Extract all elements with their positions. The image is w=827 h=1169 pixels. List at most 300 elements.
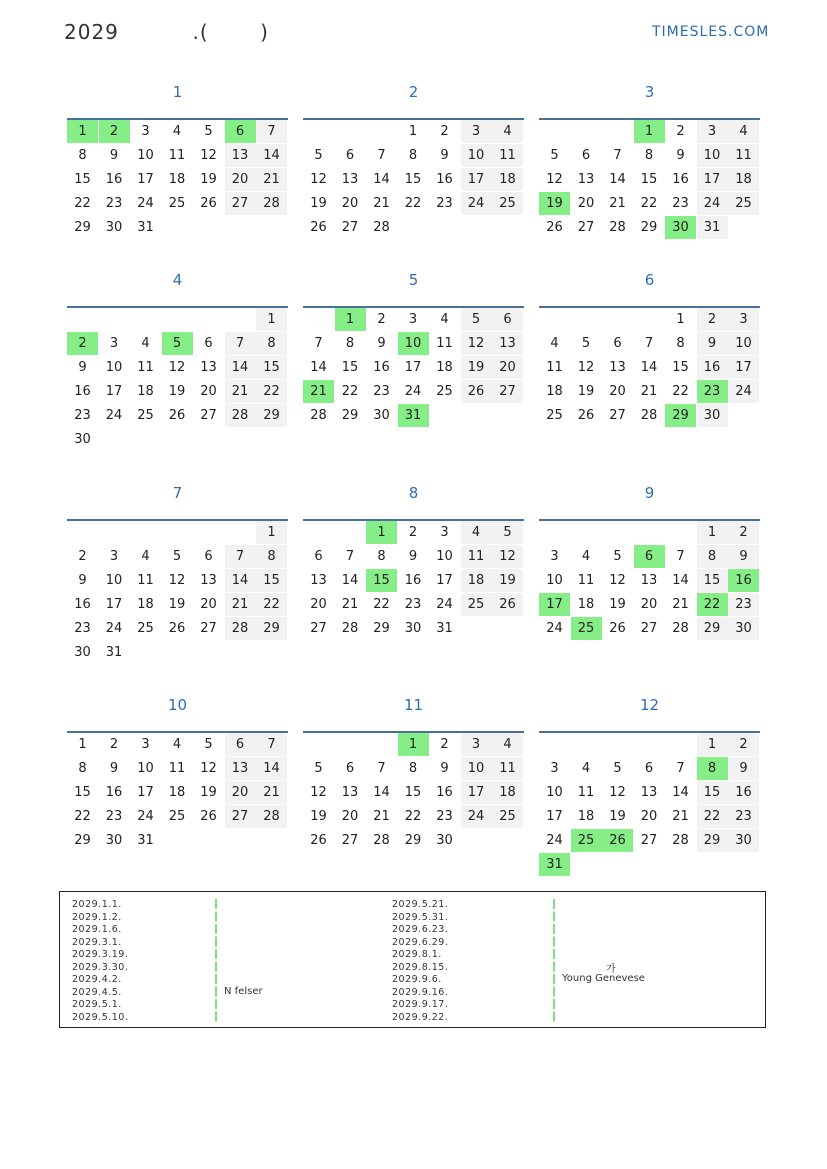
day-cell: 25 [137, 408, 154, 423]
day-cell: 16 [728, 569, 759, 592]
day-cell: 13 [609, 360, 626, 375]
legend-date: 2029.5.1. [72, 999, 122, 1010]
legend-date: 2029.8.1. [392, 949, 442, 960]
day-cell: 16 [436, 172, 453, 187]
day-cell: 6 [345, 148, 355, 163]
day-cell: 27 [640, 833, 658, 848]
day-cell: 4 [581, 549, 591, 564]
day-cell: 13 [640, 785, 658, 800]
day-cell: 17 [436, 573, 453, 588]
day-cell: 23 [373, 384, 390, 399]
day-cell: 31 [137, 220, 154, 235]
day-cell: 24 [137, 809, 154, 824]
day-cell: 30 [728, 617, 759, 640]
day-cell: 6 [345, 761, 355, 776]
day-cell: 11 [461, 545, 492, 568]
day-cell: 8 [256, 545, 287, 568]
day-cell: 8 [697, 757, 728, 780]
day-cell: 3 [141, 737, 150, 752]
day-cell: 24 [436, 597, 453, 612]
day-cell: 17 [137, 172, 154, 187]
day-cell: 13 [225, 144, 256, 167]
day-cell: 14 [373, 172, 390, 187]
legend-date: 2029.3.1. [72, 936, 122, 948]
day-cell: 31 [137, 833, 154, 848]
day-cell: 12 [577, 360, 595, 375]
day-cell: 3 [440, 525, 449, 540]
day-cell: 15 [74, 172, 91, 187]
day-cell: 10 [697, 144, 728, 167]
day-cell: 20 [341, 196, 359, 211]
day-cell: 29 [640, 220, 658, 235]
day-cell: 6 [634, 545, 665, 568]
day-cell: 24 [461, 192, 492, 215]
day-cell: 3 [408, 312, 418, 327]
day-cell: 11 [546, 360, 563, 375]
day-cell: 27 [341, 220, 359, 235]
day-cell: 2 [728, 521, 759, 544]
legend-left-bar [215, 899, 217, 1023]
day-cell: 11 [137, 573, 154, 588]
day-cell: 18 [461, 569, 492, 592]
day-cell: 11 [168, 761, 186, 776]
day-cell: 2 [67, 332, 98, 355]
day-cell: 30 [373, 408, 390, 423]
day-cell: 15 [256, 356, 287, 379]
day-cell: 21 [256, 168, 287, 191]
day-cell: 13 [640, 573, 658, 588]
day-cell: 19 [577, 384, 595, 399]
day-cell: 31 [105, 645, 123, 660]
day-cell: 13 [341, 785, 359, 800]
day-cell: 26 [609, 621, 626, 636]
day-cell: 12 [609, 785, 626, 800]
month-name: 5 [408, 271, 419, 289]
legend-date: 2029.9.17. [392, 999, 449, 1010]
day-cell: 23 [728, 805, 759, 828]
day-cell: 20 [310, 597, 327, 612]
day-cell: 29 [256, 404, 287, 427]
day-cell: 30 [74, 645, 91, 660]
month-rule [67, 519, 288, 521]
day-cell: 28 [225, 404, 256, 427]
calendar-title: 2029 .( ) [64, 20, 269, 44]
day-cell: 25 [571, 617, 602, 640]
day-cell: 18 [728, 168, 759, 191]
day-cell: 15 [640, 172, 658, 187]
legend-right-bar [553, 899, 555, 1023]
day-cell: 11 [492, 144, 523, 167]
day-cell: 25 [168, 196, 186, 211]
day-cell: 6 [613, 336, 622, 351]
month-name: 9 [644, 484, 655, 502]
day-cell: 21 [373, 196, 390, 211]
day-cell: 26 [546, 220, 563, 235]
day-cell: 9 [728, 545, 759, 568]
day-cell: 18 [492, 781, 523, 804]
day-cell: 3 [461, 120, 492, 143]
day-cell: 19 [168, 384, 186, 399]
day-cell: 16 [672, 172, 689, 187]
day-cell: 25 [546, 408, 563, 423]
day-cell: 1 [67, 120, 98, 143]
day-cell: 30 [697, 404, 728, 427]
day-cell: 17 [539, 593, 570, 616]
day-cell: 7 [644, 336, 654, 351]
day-cell: 6 [644, 761, 654, 776]
day-cell: 25 [137, 621, 154, 636]
day-cell: 10 [728, 332, 759, 355]
day-cell: 4 [141, 549, 150, 564]
day-cell: 28 [609, 220, 626, 235]
month-name: 10 [167, 696, 188, 714]
day-cell: 5 [172, 549, 182, 564]
day-cell: 21 [341, 597, 359, 612]
day-cell: 14 [373, 785, 390, 800]
legend-date: 2029.5.21. [392, 899, 449, 910]
day-cell: 23 [404, 597, 422, 612]
day-cell: 9 [440, 148, 449, 163]
day-cell: 17 [105, 597, 123, 612]
day-cell: 4 [172, 737, 182, 752]
day-cell: 22 [404, 809, 422, 824]
day-cell: 30 [665, 216, 696, 239]
day-cell: 14 [256, 144, 287, 167]
day-cell: 10 [105, 573, 123, 588]
day-cell: 14 [672, 573, 689, 588]
day-cell: 4 [492, 120, 523, 143]
day-cell: 9 [109, 761, 119, 776]
holiday-legend [59, 891, 766, 1028]
day-cell: 11 [168, 148, 186, 163]
day-cell: 28 [672, 621, 689, 636]
day-cell: 23 [105, 809, 123, 824]
day-cell: 2 [109, 737, 119, 752]
day-cell: 8 [345, 336, 355, 351]
day-cell: 17 [728, 356, 759, 379]
day-cell: 6 [492, 308, 523, 331]
day-cell: 22 [341, 384, 359, 399]
day-cell: 17 [404, 360, 422, 375]
day-cell: 2 [377, 312, 386, 327]
day-cell: 4 [141, 336, 150, 351]
day-cell: 14 [225, 356, 256, 379]
day-cell: 7 [676, 549, 685, 564]
day-cell: 31 [398, 404, 429, 427]
day-cell: 22 [697, 805, 728, 828]
day-cell: 7 [256, 120, 287, 143]
day-cell: 1 [256, 521, 287, 544]
day-cell: 26 [461, 380, 492, 403]
day-cell: 29 [74, 220, 91, 235]
day-cell: 8 [676, 336, 685, 351]
day-cell: 24 [697, 192, 728, 215]
day-cell: 5 [581, 336, 591, 351]
day-cell: 22 [697, 593, 728, 616]
day-cell: 16 [105, 172, 123, 187]
day-cell: 22 [640, 196, 658, 211]
day-cell: 15 [697, 569, 728, 592]
day-cell: 13 [200, 573, 217, 588]
day-cell: 21 [640, 384, 658, 399]
day-cell: 16 [74, 597, 91, 612]
day-cell: 11 [728, 144, 759, 167]
day-cell: 22 [373, 597, 390, 612]
day-cell: 9 [728, 757, 759, 780]
day-cell: 1 [697, 733, 728, 756]
day-cell: 10 [436, 549, 453, 564]
day-cell: 5 [613, 761, 622, 776]
day-cell: 27 [609, 408, 626, 423]
day-cell: 9 [78, 360, 87, 375]
legend-date: 2029.9.6. [392, 974, 442, 985]
day-cell: 14 [225, 569, 256, 592]
day-cell: 26 [602, 829, 633, 852]
day-cell: 5 [492, 521, 523, 544]
day-cell: 7 [377, 148, 386, 163]
day-cell: 20 [200, 384, 217, 399]
day-cell: 10 [546, 785, 563, 800]
day-cell: 7 [613, 148, 622, 163]
day-cell: 21 [672, 809, 689, 824]
day-cell: 12 [609, 573, 626, 588]
day-cell: 8 [78, 148, 87, 163]
day-cell: 4 [492, 733, 523, 756]
day-cell: 5 [461, 308, 492, 331]
day-cell: 15 [672, 360, 689, 375]
day-cell: 11 [577, 785, 595, 800]
day-cell: 3 [728, 308, 759, 331]
day-cell: 26 [168, 621, 186, 636]
day-cell: 26 [310, 833, 327, 848]
day-cell: 26 [577, 408, 595, 423]
day-cell: 14 [341, 573, 359, 588]
day-cell: 29 [665, 404, 696, 427]
day-cell: 16 [105, 785, 123, 800]
day-cell: 6 [314, 549, 323, 564]
day-cell: 27 [200, 621, 217, 636]
day-cell: 22 [256, 593, 287, 616]
day-cell: 23 [105, 196, 123, 211]
day-cell: 3 [461, 733, 492, 756]
legend-date: 2029.1.1. [72, 899, 122, 910]
day-cell: 3 [550, 549, 559, 564]
day-cell: 21 [256, 781, 287, 804]
day-cell: 13 [310, 573, 327, 588]
legend-date: 2029.1.6. [72, 924, 122, 935]
day-cell: 7 [225, 332, 256, 355]
day-cell: 30 [74, 432, 91, 447]
day-cell: 9 [377, 336, 386, 351]
day-cell: 21 [225, 593, 256, 616]
day-cell: 20 [225, 781, 256, 804]
day-cell: 12 [168, 360, 186, 375]
day-cell: 14 [640, 360, 658, 375]
day-cell: 15 [697, 781, 728, 804]
day-cell: 9 [408, 549, 418, 564]
day-cell: 23 [74, 408, 91, 423]
day-cell: 31 [697, 216, 728, 239]
day-cell: 10 [546, 573, 563, 588]
day-cell: 2 [408, 525, 418, 540]
day-cell: 11 [577, 573, 595, 588]
day-cell: 6 [204, 336, 213, 351]
month-name: 11 [403, 696, 424, 714]
day-cell: 28 [672, 833, 689, 848]
day-cell: 18 [577, 809, 595, 824]
day-cell: 3 [550, 761, 559, 776]
day-cell: 2 [440, 124, 449, 139]
day-cell: 19 [461, 356, 492, 379]
day-cell: 4 [550, 336, 559, 351]
day-cell: 11 [492, 757, 523, 780]
day-cell: 10 [461, 144, 492, 167]
day-cell: 12 [168, 573, 186, 588]
day-cell: 30 [436, 833, 453, 848]
day-cell: 10 [137, 148, 154, 163]
day-cell: 8 [377, 549, 386, 564]
day-cell: 1 [335, 308, 366, 331]
day-cell: 8 [697, 545, 728, 568]
day-cell: 11 [436, 336, 453, 351]
day-cell: 5 [162, 332, 193, 355]
day-cell: 23 [672, 196, 689, 211]
day-cell: 29 [697, 829, 728, 852]
day-cell: 30 [728, 829, 759, 852]
day-cell: 30 [404, 621, 422, 636]
day-cell: 27 [640, 621, 658, 636]
day-cell: 7 [314, 336, 323, 351]
day-cell: 31 [436, 621, 453, 636]
day-cell: 28 [225, 617, 256, 640]
day-cell: 24 [105, 408, 123, 423]
day-cell: 12 [546, 172, 563, 187]
day-cell: 1 [366, 521, 397, 544]
day-cell: 6 [204, 549, 213, 564]
legend-right-note-1: 가 [606, 964, 616, 975]
day-cell: 26 [200, 196, 217, 211]
day-cell: 28 [256, 192, 287, 215]
day-cell: 5 [314, 148, 323, 163]
day-cell: 29 [74, 833, 91, 848]
legend-date: 2029.3.19. [72, 949, 129, 960]
day-cell: 2 [99, 120, 130, 143]
month-name: 3 [644, 83, 655, 101]
day-cell: 21 [225, 380, 256, 403]
day-cell: 19 [609, 597, 626, 612]
day-cell: 13 [492, 332, 523, 355]
day-cell: 29 [256, 617, 287, 640]
day-cell: 30 [105, 833, 123, 848]
day-cell: 27 [225, 805, 256, 828]
day-cell: 16 [373, 360, 390, 375]
day-cell: 3 [109, 336, 119, 351]
month-name: 6 [644, 271, 655, 289]
day-cell: 7 [676, 761, 685, 776]
day-cell: 10 [461, 757, 492, 780]
day-cell: 10 [398, 332, 429, 355]
day-cell: 14 [310, 360, 327, 375]
day-cell: 9 [697, 332, 728, 355]
day-cell: 1 [697, 521, 728, 544]
day-cell: 25 [492, 192, 523, 215]
day-cell: 23 [697, 380, 728, 403]
day-cell: 13 [200, 360, 217, 375]
day-cell: 5 [314, 761, 323, 776]
day-cell: 2 [728, 733, 759, 756]
day-cell: 1 [78, 737, 87, 752]
day-cell: 27 [225, 192, 256, 215]
day-cell: 24 [461, 805, 492, 828]
day-cell: 16 [404, 573, 422, 588]
day-cell: 15 [404, 785, 422, 800]
day-cell: 8 [408, 148, 418, 163]
day-cell: 28 [373, 833, 390, 848]
day-cell: 1 [676, 312, 685, 327]
day-cell: 15 [256, 569, 287, 592]
day-cell: 17 [105, 384, 123, 399]
legend-date: 2029.4.2. [72, 974, 122, 985]
day-cell: 21 [373, 809, 390, 824]
day-cell: 23 [436, 809, 453, 824]
day-cell: 15 [74, 785, 91, 800]
day-cell: 14 [672, 785, 689, 800]
day-cell: 27 [492, 380, 523, 403]
day-cell: 4 [172, 124, 182, 139]
day-cell: 25 [461, 593, 492, 616]
day-cell: 25 [492, 805, 523, 828]
day-cell: 1 [398, 733, 429, 756]
day-cell: 12 [492, 545, 523, 568]
day-cell: 2 [78, 549, 87, 564]
day-cell: 27 [310, 621, 327, 636]
day-cell: 20 [341, 809, 359, 824]
day-cell: 15 [404, 172, 422, 187]
day-cell: 5 [204, 737, 213, 752]
day-cell: 9 [109, 148, 119, 163]
day-cell: 18 [137, 384, 154, 399]
day-cell: 20 [577, 196, 595, 211]
day-cell: 12 [310, 172, 327, 187]
day-cell: 26 [492, 593, 523, 616]
day-cell: 12 [310, 785, 327, 800]
day-cell: 29 [373, 621, 390, 636]
brand-logo-text[interactable]: TIMESLES.COM [652, 24, 770, 40]
day-cell: 10 [105, 360, 123, 375]
day-cell: 30 [105, 220, 123, 235]
day-cell: 19 [310, 809, 327, 824]
day-cell: 23 [74, 621, 91, 636]
month-name: 4 [172, 271, 183, 289]
day-cell: 19 [539, 192, 570, 215]
day-cell: 26 [168, 408, 186, 423]
day-cell: 16 [728, 781, 759, 804]
day-cell: 21 [303, 380, 334, 403]
day-cell: 20 [200, 597, 217, 612]
day-cell: 18 [492, 168, 523, 191]
day-cell: 29 [341, 408, 359, 423]
day-cell: 24 [137, 196, 154, 211]
legend-date: 2029.4.5. [72, 986, 122, 998]
day-cell: 8 [256, 332, 287, 355]
day-cell: 19 [168, 597, 186, 612]
day-cell: 7 [256, 733, 287, 756]
day-cell: 6 [225, 120, 256, 143]
day-cell: 25 [571, 829, 602, 852]
day-cell: 18 [436, 360, 453, 375]
day-cell: 20 [492, 356, 523, 379]
legend-date: 2029.1.2. [72, 911, 122, 923]
